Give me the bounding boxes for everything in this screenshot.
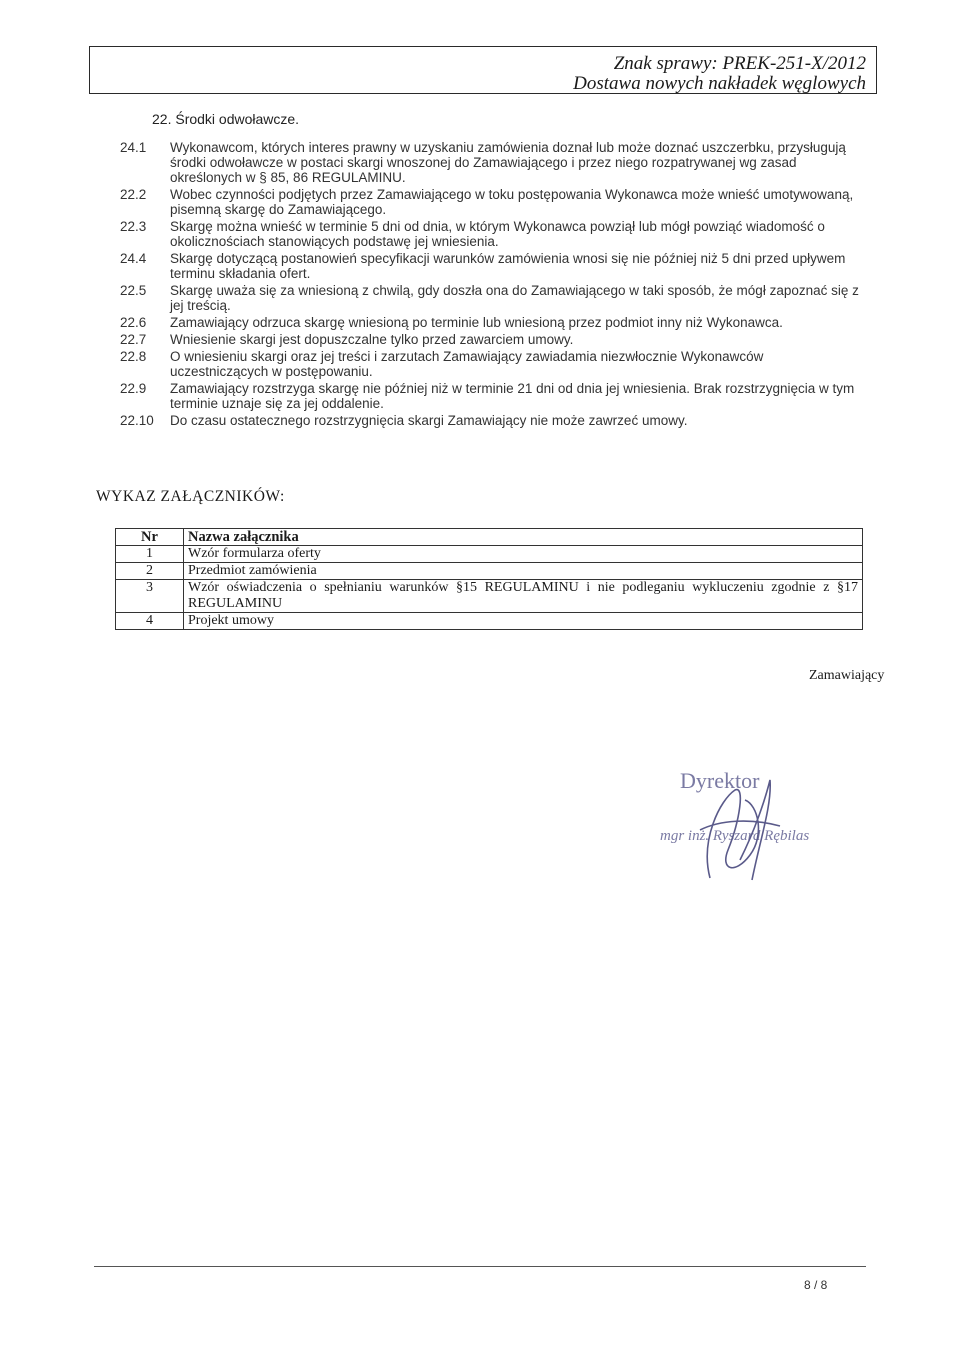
list-item [120,140,860,185]
list-item [120,187,860,217]
row-name: Wzór oświadczenia o spełnianiu warunków §15 REGULAMINU i nie podleganiu wykluczeniu zgodnie z §17 REGULAMINU [184,580,863,613]
item-number: 22.8 [120,349,147,364]
item-number: 24.1 [120,140,147,155]
list-item [120,219,860,249]
table-row [116,613,863,630]
item-text: O wniesieniu skargi oraz jej treści i zarzutach Zamawiający zawiadamia niezwłocznie Wykonawców uczestniczących w postępowaniu. [170,349,764,379]
item-number: 22.3 [120,219,147,234]
document-header [89,46,877,94]
footer-divider [94,1266,866,1267]
row-nr: 4 [116,613,184,630]
item-text: Skargę uważa się za wniesioną z chwilą, gdy doszła ona do Zamawiającego w taki sposób, że mógł zapoznać się z jej treścią. [170,283,859,313]
list-item [120,315,860,330]
row-name: Projekt umowy [184,613,863,630]
list-item [120,283,860,313]
row-nr: 2 [116,563,184,580]
table-row [116,563,863,580]
list-item [120,349,860,379]
case-number: Znak sprawy: PREK-251-X/2012 [613,53,866,74]
page-number: 8 / 8 [804,1278,828,1292]
item-number: 22.5 [120,283,147,298]
row-nr: 1 [116,546,184,563]
item-number: 22.10 [120,413,154,428]
item-text: Do czasu ostatecznego rozstrzygnięcia skargi Zamawiający nie może zawrzeć umowy. [170,413,688,428]
subject-title: Dostawa nowych nakładek węglowych [573,73,866,94]
item-number: 22.7 [120,332,147,347]
item-text: Wobec czynności podjętych przez Zamawiającego w toku postępowania Wykonawca może wnieść umotywowaną, pisemną skargę do Zamawiającego. [170,187,854,217]
table-row [116,546,863,563]
signer-label: Zamawiający [809,668,885,683]
column-header-name: Nazwa załącznika [184,529,863,546]
item-number: 24.4 [120,251,147,266]
section-title: 22. Środki odwoławcze. [152,111,300,127]
stamp-name: mgr inż. Ryszard Rębilas [660,828,810,844]
signature-icon [640,760,870,900]
item-text: Zamawiający odrzuca skargę wniesioną po terminie lub wniesioną przez podmiot inny niż Wykonawca. [170,315,783,330]
row-name: Przedmiot zamówienia [184,563,863,580]
stamp-title: Dyrektor [680,768,760,793]
item-number: 22.6 [120,315,147,330]
row-name: Wzór formularza oferty [184,546,863,563]
row-nr: 3 [116,580,184,613]
table-header-row [116,529,863,546]
list-item [120,413,860,428]
item-text: Wniesienie skargi jest dopuszczalne tylko przed zawarciem umowy. [170,332,574,347]
appeals-list [120,140,860,430]
item-text: Skargę można wnieść w terminie 5 dni od dnia, w którym Wykonawca powziął lub mógł powziąć wiadomość o okolicznościach stanowiących podstawę jej wniesienia. [170,219,825,249]
list-item [120,251,860,281]
item-number: 22.9 [120,381,147,396]
list-item [120,381,860,411]
item-number: 22.2 [120,187,147,202]
attachments-table [115,528,863,630]
table-row [116,580,863,613]
list-item [120,332,860,347]
item-text: Wykonawcom, których interes prawny w uzyskaniu zamówienia doznał lub może doznać uszczerbku, przysługują środki odwoławcze w postaci skargi wnoszonej do Zamawiającego i przez niego rozpatrywanej wg zasad określonych w § 85, 86 REGULAMINU. [170,140,846,185]
column-header-nr: Nr [116,529,184,546]
attachments-heading: WYKAZ ZAŁĄCZNIKÓW: [96,488,285,505]
item-text: Skargę dotyczącą postanowień specyfikacji warunków zamówienia wnosi się nie później niż 5 dni przed upływem terminu składania ofert. [170,251,846,281]
item-text: Zamawiający rozstrzyga skargę nie później niż w terminie 21 dni od dnia jej wniesienia. Brak rozstrzygnięcia w tym terminie uznaje się za jej oddalenie. [170,381,855,411]
